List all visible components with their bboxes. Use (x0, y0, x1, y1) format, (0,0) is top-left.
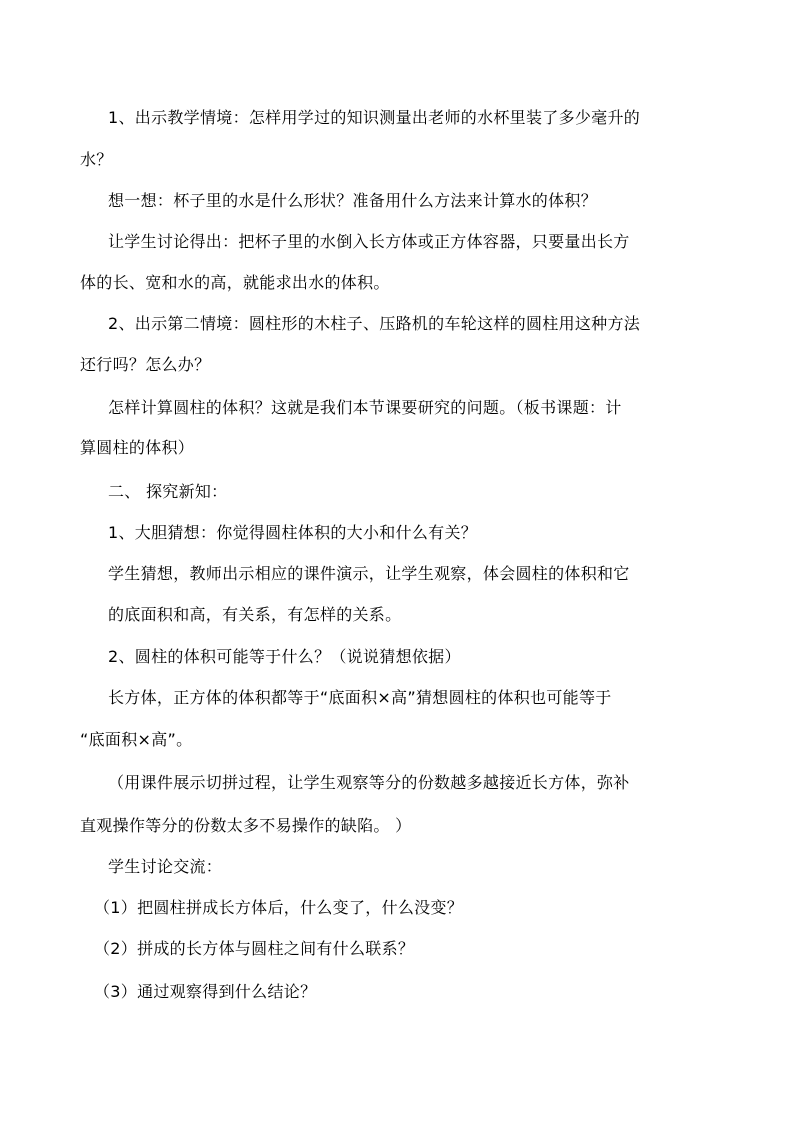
paragraph-line: 2、出示第二情境：圆柱形的木柱子、压路机的车轮这样的圆柱用这种方法 (108, 314, 641, 333)
paragraph-line: “底面积×高”。 (80, 730, 193, 749)
list-item: （3）通过观察得到什么结论？ (94, 982, 317, 1001)
paragraph-line: 学生猜想，教师出示相应的课件演示，让学生观察，体会圆柱的体积和它 (108, 564, 630, 583)
paragraph-line: 直观操作等分的份数太多不易操作的缺陷。 ） (80, 816, 412, 835)
paragraph-line: 2、圆柱的体积可能等于什么？（说说猜想依据） (108, 647, 461, 666)
list-item: （2）拼成的长方体与圆柱之间有什么联系？ (94, 939, 415, 958)
paragraph-line: 的底面积和高，有关系，有怎样的关系。 (108, 605, 402, 624)
paragraph-line: 让学生讨论得出：把杯子里的水倒入长方体或正方体容器，只要量出长方 (108, 232, 630, 251)
paragraph-line: 体的长、宽和水的高，就能求出水的体积。 (80, 273, 390, 292)
paragraph-line: 怎样计算圆柱的体积？这就是我们本节课要研究的问题。（板书课题：计 (108, 398, 622, 417)
paragraph-line: 1、出示教学情境：怎样用学过的知识测量出老师的水杯里装了多少毫升的 (108, 108, 641, 127)
paragraph-line: 学生讨论交流： (108, 857, 223, 876)
paragraph-line: 还行吗？怎么办？ (80, 355, 211, 374)
paragraph-line: 长方体，正方体的体积都等于“底面积×高”猜想圆柱的体积也可能等于 (108, 688, 612, 707)
list-item: （1）把圆柱拼成长方体后，什么变了，什么没变？ (94, 898, 464, 917)
section-heading: 二、 探究新知： (108, 482, 228, 501)
paragraph-line: 1、大胆猜想：你觉得圆柱体积的大小和什么有关？ (108, 523, 478, 542)
paragraph-line: 算圆柱的体积） (80, 438, 195, 457)
paragraph-line: 想一想：杯子里的水是什么形状？准备用什么方法来计算水的体积？ (108, 191, 598, 210)
paragraph-line: （用课件展示切拼过程，让学生观察等分的份数越多越接近长方体，弥补 (108, 773, 630, 792)
paragraph-line: 水？ (80, 150, 113, 169)
